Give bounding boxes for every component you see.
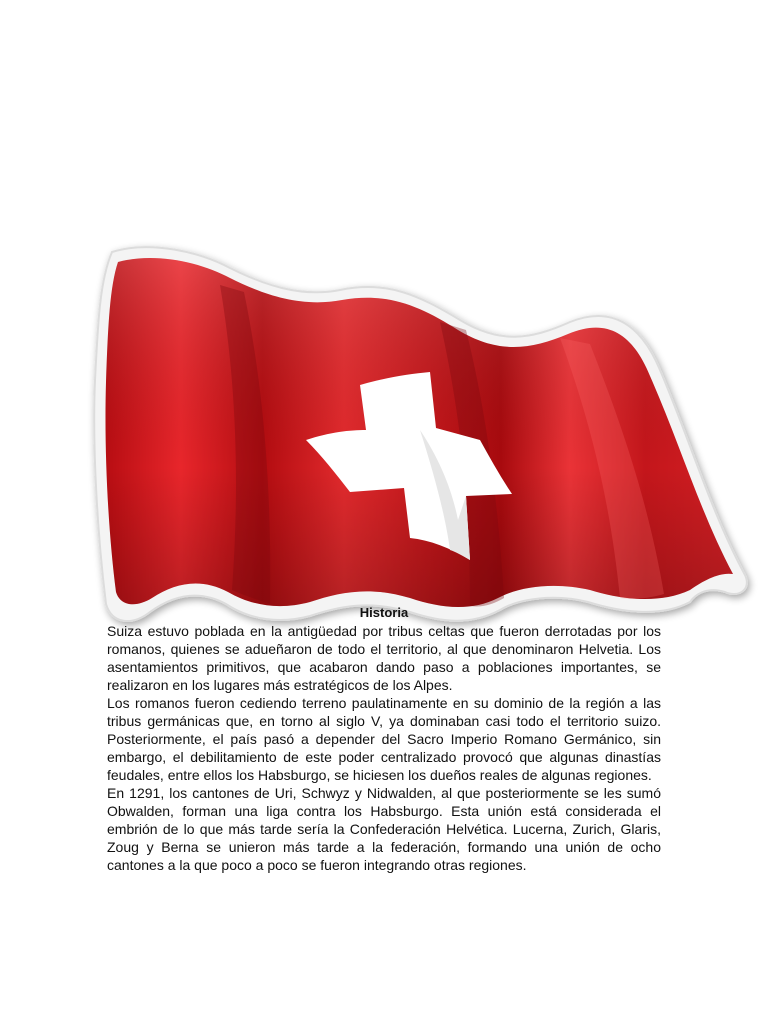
paragraph-1: Suiza estuvo poblada en la antigüedad por tribus celtas que fueron derrotadas por los romanos, quienes se adueñaron de todo el territorio, al que denominaron Helvetia. Los asentamientos primitivos, que acabaron dando paso a poblaciones importantes, se realizaron en los lugares más estratégicos de los Alpes. [107,623,661,693]
history-section [107,604,661,874]
paragraph-2: Los romanos fueron cediendo terreno paulatinamente en su dominio de la región a las tribus germánicas que, en torno al siglo V, ya dominaban casi todo el territorio suizo. Posteriormente, el país pasó a depender del Sacro Imperio Romano Germánico, sin embargo, el debilitamiento de este poder centralizado provocó que algunas dinastías feudales, entre ellos los Habsburgo, se hiciesen los dueños reales de algunas regiones. [107,695,661,783]
paragraph-3: En 1291, los cantones de Uri, Schwyz y Nidwalden, al que posteriormente se les sumó Obwalden, forman una liga contra los Habsburgo. Esta unión está considerada el embrión de lo que más tarde sería la Confederación Helvética. Lucerna, Zurich, Glaris, Zoug y Berna se unieron más tarde a la federación, formando una unión de ocho cantones a la que poco a poco se fueron integrando otras regiones. [107,785,661,873]
section-heading: Historia [359,605,409,620]
